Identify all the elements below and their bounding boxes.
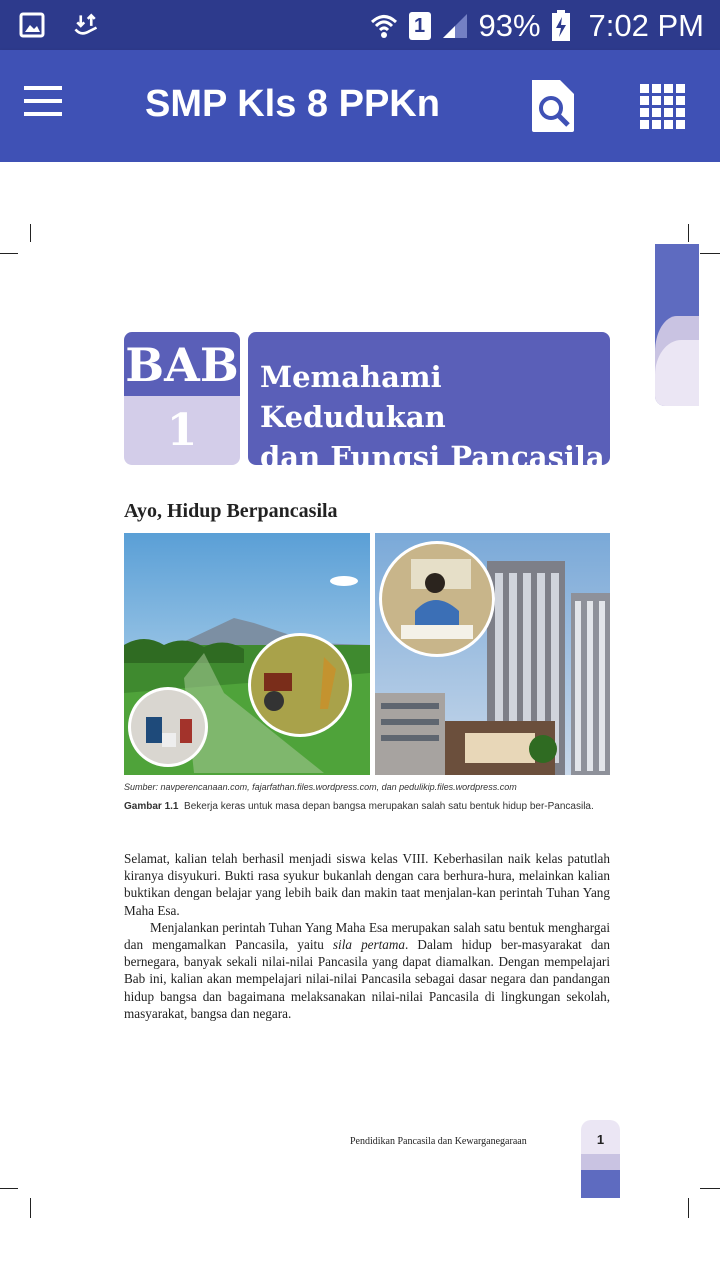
- app-title: SMP Kls 8 PPKn: [145, 83, 440, 125]
- gallery-icon: [18, 10, 46, 40]
- page-number-tab: [581, 1120, 620, 1198]
- bab-number: 1: [124, 396, 240, 465]
- download-upload-icon: [72, 10, 100, 40]
- book-title-footer: Pendidikan Pancasila dan Kewarganegaraan: [350, 1136, 527, 1147]
- page-number: 1: [596, 1132, 605, 1147]
- paragraph-1: Selamat, kalian telah berhasil menjadi siswa kelas VIII. Keberhasilan naik kelas patutlah kiranya disyukuri. Bukti rasa syukur bukanlah dengan cara berhura-hura, melainkan kalian buktikan dengan belajar yang lebih baik dan makin taat menjalan-kan perintah Tuhan Yang Maha Esa.: [124, 851, 610, 918]
- paragraph-2: Menjalankan perintah Tuhan Yang Maha Esa merupakan salah satu bentuk menghargai dan mengamalkan Pancasila, yaitu sila pertama. Dalam hidup ber-masyarakat dan bernegara, banyak sekali nilai-nilai Pancasila yang dapat diamalkan. Dengan mempelajari Bab ini, kalian akan mempelajari nilai-nilai Pancasila sebagai dasar negara dan pandangan hidup bangsa dan bagaimana melaksanakan nilai-nilai Pancasila di lingkungan sekolah, masyarakat, bangsa dan negara.: [124, 919, 610, 1021]
- bab-label: BAB: [124, 332, 240, 396]
- crop-mark: [30, 1198, 31, 1218]
- chapter-side-tab: [655, 244, 699, 406]
- crop-mark: [30, 224, 31, 242]
- menu-icon[interactable]: [24, 86, 72, 126]
- battery-percent: 93%: [478, 8, 541, 43]
- search-document-icon[interactable]: [528, 78, 578, 134]
- chapter-title: [248, 332, 610, 474]
- office-building-photo: [375, 533, 610, 775]
- sim-badge: 1: [409, 12, 431, 40]
- app-bar: [0, 50, 720, 162]
- crop-mark: [0, 1188, 18, 1189]
- image-source: Sumber: navperencanaan.com, fajarfathan.files.wordpress.com, dan pedulikip.files.wordpress.com: [124, 782, 517, 792]
- chapter-title-line2: dan Fungsi Pancasila: [260, 440, 605, 474]
- figure-caption: [124, 799, 610, 815]
- status-bar: [0, 0, 720, 50]
- section-title: Ayo, Hidup Berpancasila: [124, 500, 338, 522]
- farming-photo: [124, 533, 370, 775]
- signal-icon: [441, 12, 469, 40]
- figure-label: Gambar 1.1: [124, 801, 179, 812]
- book-page[interactable]: [0, 162, 720, 1280]
- crop-mark: [700, 253, 720, 254]
- figure-caption-text: Bekerja keras untuk masa depan bangsa merupakan salah satu bentuk hidup ber-Pancasila.: [184, 801, 594, 812]
- wifi-icon: [369, 11, 399, 41]
- crop-mark: [688, 224, 689, 242]
- chapter-title-line1: Memahami Kedudukan: [260, 360, 446, 434]
- crop-mark: [700, 1188, 720, 1189]
- battery-charging-icon: [551, 10, 571, 42]
- body-text: [124, 850, 610, 1022]
- chapter-badge: [124, 332, 240, 465]
- crop-mark: [688, 1198, 689, 1218]
- grid-apps-icon[interactable]: [640, 84, 686, 130]
- clock: 7:02 PM: [588, 8, 704, 43]
- crop-mark: [0, 253, 18, 254]
